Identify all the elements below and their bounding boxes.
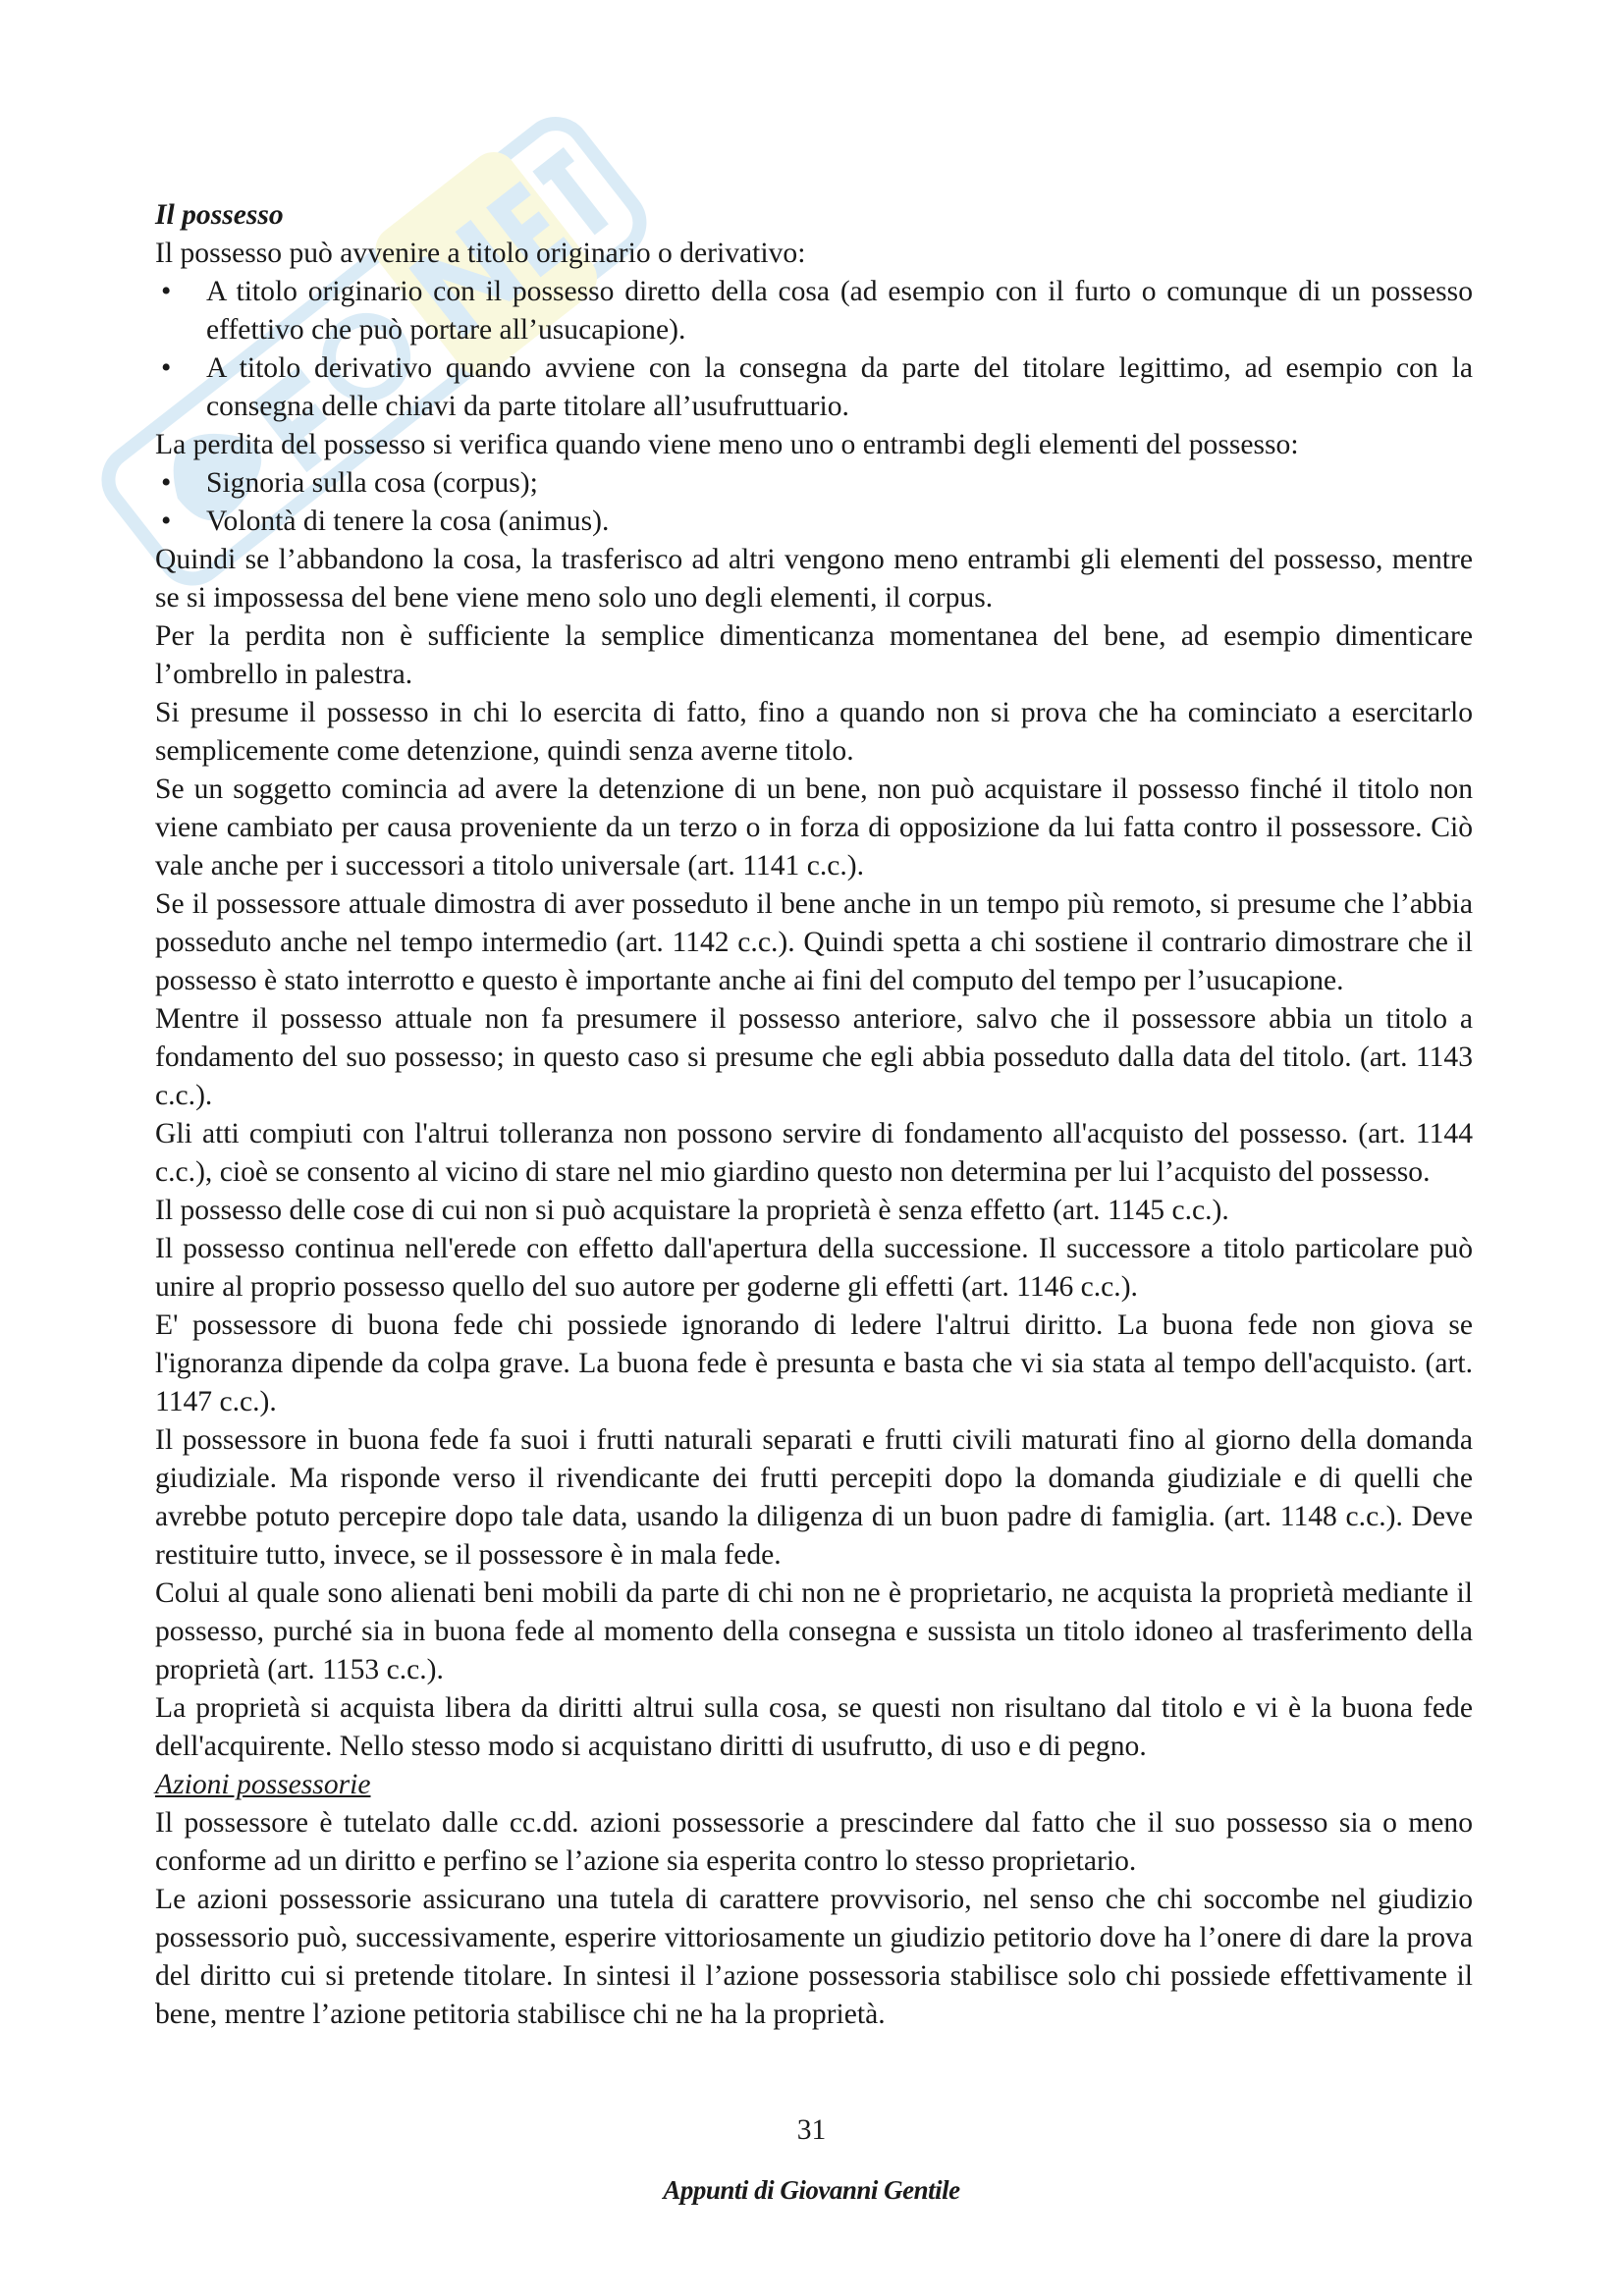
- paragraph: La proprietà si acquista libera da diritti altrui sulla cosa, se questi non risultano dal titolo e vi è la buona fede dell'acquirente. Nello stesso modo si acquistano diritti di usufrutto, di uso e di pegno.: [155, 1692, 1473, 1762]
- paragraph: La perdita del possesso si verifica quando viene meno uno o entrambi degli elementi del possesso:: [155, 429, 1299, 460]
- paragraph: Le azioni possessorie assicurano una tutela di carattere provvisorio, nel senso che chi soccombe nel giudizio possessorio può, successivamente, esperire vittoriosamente un giudizio petitorio dove ha l’onere di dare la prova del diritto cui si pretende titolare. In sintesi il l’azione possessoria stabilisce solo chi possiede effettivamente il bene, mentre l’azione petitoria stabilisce chi ne ha la proprietà.: [155, 1884, 1473, 2030]
- paragraph: Colui al quale sono alienati beni mobili da parte di chi non ne è proprietario, ne acquista la proprietà mediante il possesso, purché sia in buona fede al momento della consegna e sussista un titolo idoneo al trasferimento della proprietà (art. 1153 c.c.).: [155, 1577, 1473, 1685]
- paragraph: E' possessore di buona fede chi possiede ignorando di ledere l'altrui diritto. La buona fede non giova se l'ignoranza dipende da colpa grave. La buona fede è presunta e basta che vi sia stata al tempo dell'acquisto. (art. 1147 c.c.).: [155, 1309, 1473, 1417]
- list-item-text: A titolo originario con il possesso diretto della cosa (ad esempio con il furto o comunque di un possesso effettivo che può portare all’usucapione).: [206, 276, 1473, 346]
- list-item: [155, 464, 1473, 503]
- bullet-list-elements: [155, 464, 1473, 541]
- list-item: [155, 503, 1473, 541]
- paragraph: Mentre il possesso attuale non fa presumere il possesso anteriore, salvo che il possessore abbia un titolo a fondamento del suo possesso; in questo caso si presume che egli abbia posseduto dalla data del titolo. (art. 1143 c.c.).: [155, 1003, 1473, 1111]
- list-item-text: Volontà di tenere la cosa (animus).: [206, 506, 610, 537]
- bullet-icon: •: [161, 467, 172, 499]
- paragraph: Se un soggetto comincia ad avere la detenzione di un bene, non può acquistare il possesso finché il titolo non viene cambiato per causa proveniente da un terzo o in forza di opposizione da lui fatta contro il possessore. Ciò vale anche per i successori a titolo universale (art. 1141 c.c.).: [155, 774, 1473, 881]
- paragraph: Gli atti compiuti con l'altrui tolleranza non possono servire di fondamento all'acquisto del possesso. (art. 1144 c.c.), cioè se consento al vicino di stare nel mio giardino questo non determina per lui l’acquisto del possesso.: [155, 1118, 1473, 1188]
- list-item-text: A titolo derivativo quando avviene con la consegna da parte del titolare legittimo, ad esempio con la consegna delle chiavi da parte titolare all’usufruttuario.: [206, 352, 1473, 422]
- bullet-icon: •: [161, 506, 172, 537]
- paragraph: Per la perdita non è sufficiente la semplice dimenticanza momentanea del bene, ad esempio dimenticare l’ombrello in palestra.: [155, 620, 1473, 690]
- paragraph: Il possesso continua nell'erede con effetto dall'apertura della successione. Il successore a titolo particolare può unire al proprio possesso quello del suo autore per goderne gli effetti (art. 1146 c.c.).: [155, 1233, 1473, 1303]
- bullet-icon: •: [161, 276, 172, 307]
- paragraph: Si presume il possesso in chi lo esercita di fatto, fino a quando non si prova che ha cominciato a esercitarlo semplicemente come detenzione, quindi senza averne titolo.: [155, 697, 1473, 767]
- subsection-heading: Azioni possessorie: [155, 1769, 371, 1800]
- paragraph: Il possessore è tutelato dalle cc.dd. azioni possessorie a prescindere dal fatto che il suo possesso sia o meno conforme ad un diritto e perfino se l’azione sia esperita contro lo stesso proprietario.: [155, 1807, 1473, 1877]
- paragraph: Il possesso delle cose di cui non si può acquistare la proprietà è senza effetto (art. 1145 c.c.).: [155, 1195, 1229, 1226]
- page-number: 31: [796, 2114, 827, 2146]
- paragraph: Il possessore in buona fede fa suoi i frutti naturali separati e frutti civili maturati fino al giorno della domanda giudiziale. Ma risponde verso il rivendicante dei frutti percepiti dopo la domanda giudiziale e di quelli che avrebbe potuto percepire dopo tale data, usando la diligenza di un buon padre di famiglia. (art. 1148 c.c.). Deve restituire tutto, invece, se il possessore è in mala fede.: [155, 1424, 1473, 1571]
- bullet-list-acquisition: [155, 273, 1473, 426]
- paragraph: Quindi se l’abbandono la cosa, la trasferisco ad altri vengono meno entrambi gli elementi del possesso, mentre se si impossessa del bene viene meno solo uno degli elementi, il corpus.: [155, 544, 1473, 614]
- section-heading: Il possesso: [155, 199, 284, 231]
- paragraph: Il possesso può avvenire a titolo originario o derivativo:: [155, 238, 806, 269]
- document-body: [155, 196, 1473, 2034]
- list-item: [155, 273, 1473, 349]
- list-item: [155, 349, 1473, 426]
- list-item-text: Signoria sulla cosa (corpus);: [206, 467, 538, 499]
- bullet-icon: •: [161, 352, 172, 384]
- paragraph: Se il possessore attuale dimostra di aver posseduto il bene anche in un tempo più remoto, si presume che l’abbia posseduto anche nel tempo intermedio (art. 1142 c.c.). Quindi spetta a chi sostiene il contrario dimostrare che il possesso è stato interrotto e questo è importante anche ai fini del computo del tempo per l’usucapione.: [155, 888, 1473, 996]
- footer-signature: Appunti di Giovanni Gentile: [663, 2175, 960, 2205]
